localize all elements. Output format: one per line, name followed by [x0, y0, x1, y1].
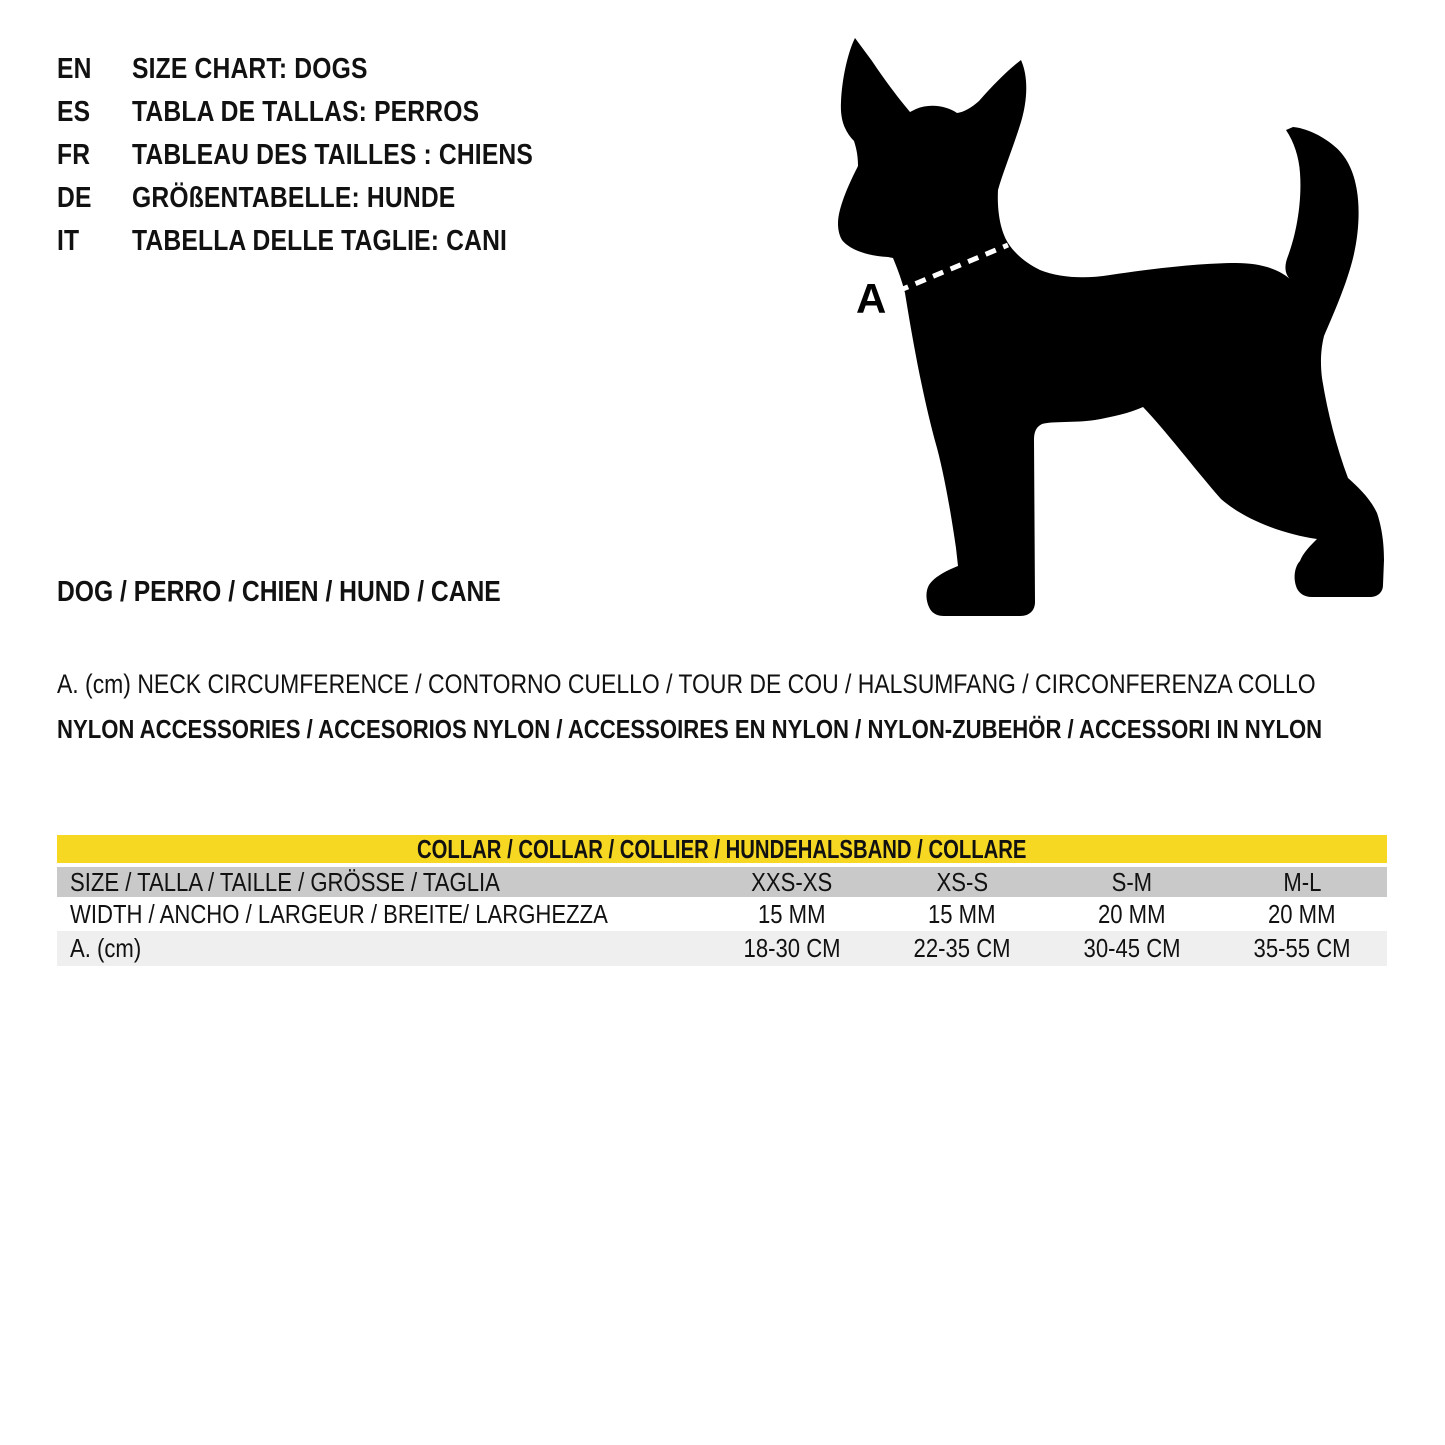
size-chart-title-it: TABELLA DELLE TAGLIE: CANI	[132, 225, 508, 257]
size-chart-title-en: SIZE CHART: DOGS	[132, 53, 368, 85]
dog-silhouette	[838, 38, 1384, 616]
row-label-width	[57, 899, 707, 930]
width-value-col4	[1217, 899, 1387, 930]
table-row-neck-circumference	[57, 931, 1387, 966]
dog-caption-text: DOG / PERRO / CHIEN / HUND / CANE	[57, 576, 501, 608]
language-row	[57, 134, 533, 177]
neck-value-col1	[707, 933, 877, 964]
neck-m-l: 35-55 CM	[1253, 933, 1351, 963]
neck-value-col4	[1217, 933, 1387, 964]
nylon-accessories-note-text: NYLON ACCESSORIES / ACCESORIOS NYLON / ACCESSOIRES EN NYLON / NYLON-ZUBEHÖR / ACCESSORI IN NYLON	[57, 714, 1323, 744]
neck-value-col3	[1047, 933, 1217, 964]
table-header-text: COLLAR / COLLAR / COLLIER / HUNDEHALSBAND / COLLARE	[417, 833, 1027, 864]
language-code: DE	[57, 182, 92, 214]
size-xs-s: XS-S	[936, 866, 988, 897]
dog-figure	[825, 20, 1385, 620]
size-value-col3	[1047, 867, 1217, 898]
row-label-size	[57, 867, 707, 898]
size-value-col1	[707, 867, 877, 898]
row-label-width-text: WIDTH / ANCHO / LARGEUR / BREITE/ LARGHEZZA	[70, 898, 608, 929]
collar-size-table	[57, 835, 1387, 966]
neck-circumference-note-text: A. (cm) NECK CIRCUMFERENCE / CONTORNO CUELLO / TOUR DE COU / HALSUMFANG / CIRCONFERENZA COLLO	[57, 669, 1316, 699]
neck-xs-s: 22-35 CM	[913, 933, 1011, 963]
size-xxs-xs: XXS-XS	[751, 866, 833, 897]
size-chart-title-fr: TABLEAU DES TAILLES : CHIENS	[132, 139, 534, 171]
width-value-col2	[877, 899, 1047, 930]
language-row	[57, 220, 533, 263]
size-value-col4	[1217, 867, 1387, 898]
size-chart-title-es: TABLA DE TALLAS: PERROS	[132, 96, 480, 128]
measure-point-label: A	[856, 275, 887, 322]
language-code: EN	[57, 53, 92, 85]
neck-circumference-note	[57, 669, 1445, 700]
language-row	[57, 48, 533, 91]
row-label-neck	[57, 933, 707, 964]
dog-caption	[57, 576, 579, 609]
width-m-l: 20 MM	[1268, 898, 1336, 929]
language-code: FR	[57, 139, 91, 171]
language-title-list	[57, 48, 533, 263]
nylon-accessories-note	[57, 714, 1445, 745]
width-value-col1	[707, 899, 877, 930]
size-m-l: M-L	[1282, 866, 1322, 897]
width-xs-s: 15 MM	[928, 898, 996, 929]
width-xxs-xs: 15 MM	[758, 898, 826, 929]
language-row	[57, 177, 533, 220]
size-value-col2	[877, 867, 1047, 898]
row-label-neck-text: A. (cm)	[70, 933, 142, 963]
table-row-size	[57, 867, 1387, 897]
neck-s-m: 30-45 CM	[1083, 933, 1181, 963]
width-s-m: 20 MM	[1098, 898, 1166, 929]
width-value-col3	[1047, 899, 1217, 930]
language-code: ES	[57, 96, 91, 128]
neck-xxs-xs: 18-30 CM	[743, 933, 841, 963]
size-chart-title-de: GRÖßENTABELLE: HUNDE	[132, 182, 456, 214]
language-code: IT	[57, 225, 80, 257]
row-label-size-text: SIZE / TALLA / TAILLE / GRÖSSE / TAGLIA	[70, 866, 500, 897]
table-row-width	[57, 897, 1387, 931]
table-header-collar	[57, 835, 1387, 863]
neck-value-col2	[877, 933, 1047, 964]
size-s-m: S-M	[1111, 866, 1153, 897]
language-row	[57, 91, 533, 134]
